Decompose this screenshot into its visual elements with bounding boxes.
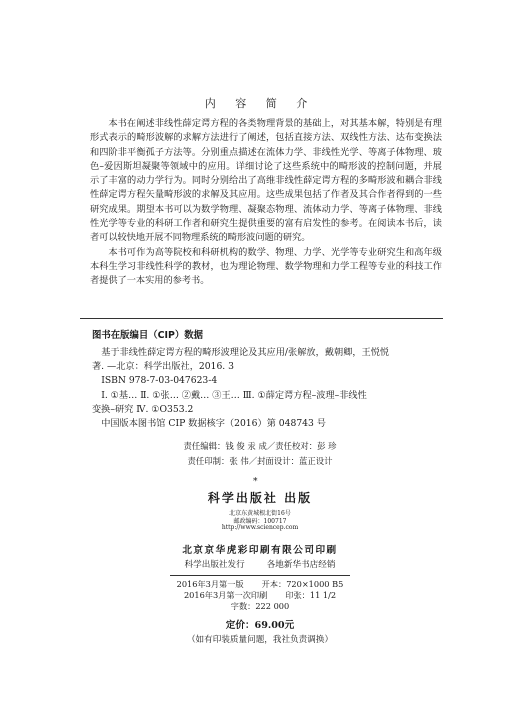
intro-paragraph-1: 本书在阐述非线性薛定谔方程的各类物理背景的基础上，对其基本解，特别是有理形式表示的畸形波解的求解方法进行了阐述，包括直接方法、双线性方法、达布变换法和四阶非平衡孤子方法等。分别重点描述在流体力学、非线性光学、等离子体物理、玻色–爱因斯坦凝聚等领域中的应用。详细讨论了这些系统中的畸形波的控制问题，并展示了丰富的动力学行为。同时分别给出了高维非线性薛定谔方程的多畸形波和耦合非线性薛定谔方程矢量畸形波的求解及其应用。这些成果包括了作者及其合作者得到的一些研究成果。期望本书可以为数学物理、凝聚态物理、流体动力学、等离子体物理、非线性光学等专业的科研工作者和研究生提供重要的富有启发性的参考。在阅读本书后，读者可以较快地开展不同物理系统的畸形波问题的研究。 (90, 118, 442, 244)
print-date: 2016年3月第一次印刷 (183, 590, 268, 600)
distribution-line (0, 558, 520, 570)
word-count: 字数：222 000 (230, 601, 290, 611)
publisher-address: 北京东黄城根北街16号 (229, 510, 291, 517)
cip-line: 著. —北京：科学出版社，2016. 3 (92, 361, 234, 373)
edition-line-2 (0, 590, 520, 601)
cip-line: 中国版本图书馆 CIP 数据核字（2016）第 048743 号 (101, 418, 326, 430)
divider-top (80, 318, 443, 319)
edition-line-1 (0, 579, 520, 590)
edition-date: 2016年3月第一版 (176, 579, 244, 589)
quality-notice: （如有印装质量问题，我社负责调换） (186, 635, 334, 645)
sheet-count: 印张：11 1/2 (285, 590, 337, 600)
intro-title: 内 容 简 介 (204, 97, 316, 110)
intro-paragraph-2: 本书可作为高等院校和科研机构的数学、物理、力学、光学等专业研究生和高年级本科生学习非线性科学的教材，也为理论物理、数学物理和力学工程等专业的科技工作者提供了一本实用的参考书。 (90, 246, 442, 287)
price-line: 定价：69.00元 (225, 620, 295, 631)
cip-line: ISBN 978-7-03-047623-4 (101, 375, 218, 387)
editors-line: 责任编辑：钱 俊 汞 成／责任校对：彭 珍 (183, 441, 337, 451)
cip-heading: 图书在版编目（CIP）数据 (92, 330, 203, 341)
printing-staff-line: 责任印制：张 伟／封面设计：蓝正设计 (187, 456, 333, 466)
cip-line: 变换–研究 Ⅳ. ①O353.2 (92, 403, 194, 415)
cip-line: Ⅰ. ①基… Ⅱ. ①张… ②戴… ③王… Ⅲ. ①薛定谔方程–波理–非线性 (101, 389, 367, 401)
postal-code: 邮政编码：100717 (233, 518, 287, 525)
printer-line: 北京京华虎彩印刷有限公司印刷 (182, 545, 338, 556)
distributor: 科学出版社发行 (184, 560, 245, 570)
cip-block (92, 346, 437, 431)
format-size: 开本：720×1000 B5 (261, 579, 344, 589)
divider-imprint (170, 575, 350, 576)
cip-line: 基于非线性薛定谔方程的畸形波理论及其应用/张解放，戴朝卿，王悦悦 (101, 347, 390, 358)
publisher-website: http://www.sciencep.com (221, 524, 299, 531)
intro-body (90, 117, 442, 289)
publisher-line: 科学出版社 出版 (207, 491, 313, 505)
retailer: 各地新华书店经销 (266, 560, 336, 570)
asterisk-mark: * (253, 477, 258, 487)
